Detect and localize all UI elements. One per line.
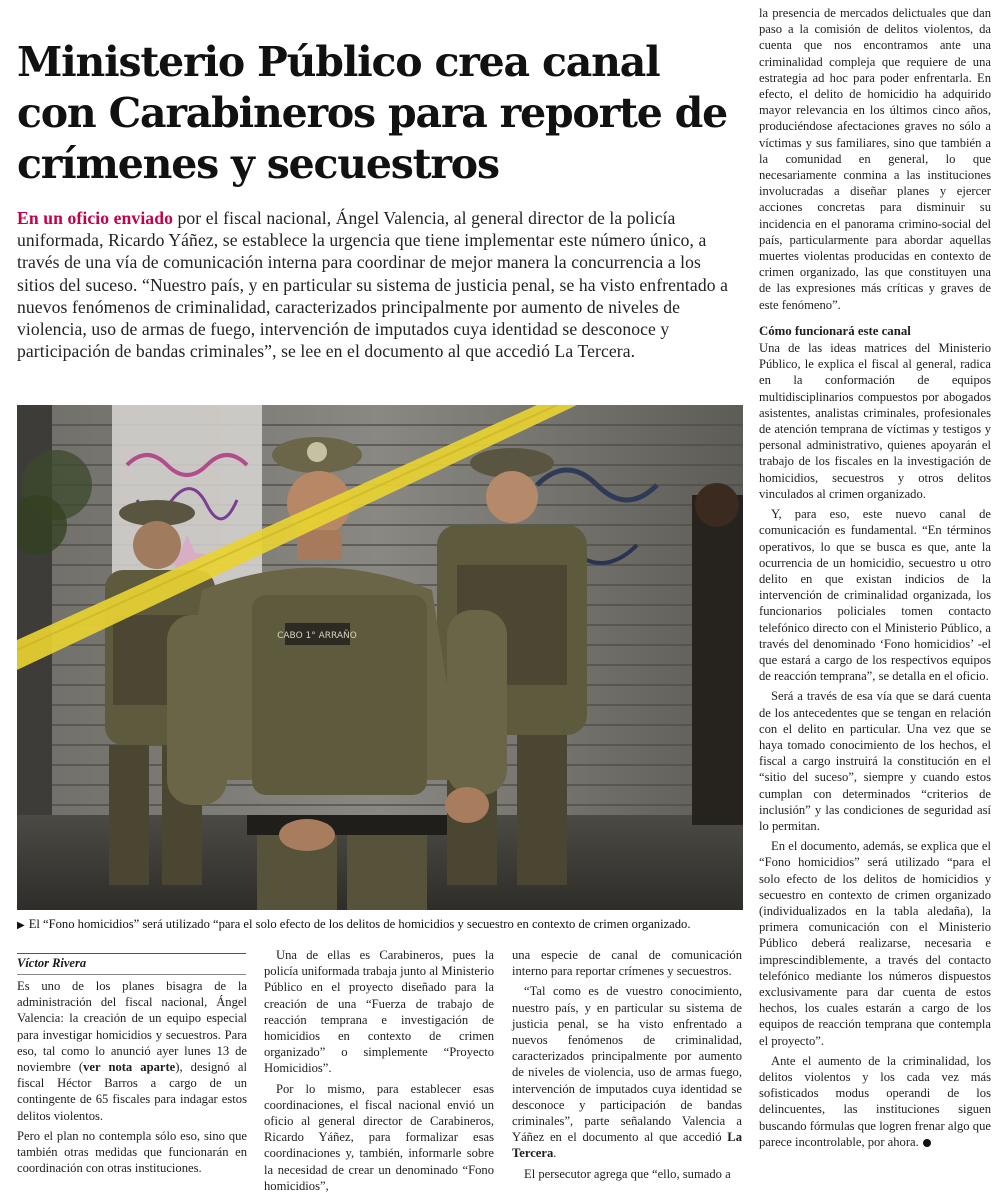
byline-rule [17,953,246,954]
article-photo [17,405,743,910]
paragraph: Por lo mismo, para establecer esas coordinaciones, el fiscal nacional envió un oficio al general director de Carabineros, Ricardo Yáñez, para formalizar esas coordinaciones y, también, informarle sobre la necesidad de crear un denominado “Fono homicidios”, [264,1081,494,1193]
paragraph: En el documento, además, se explica que el “Fono homicidios” será utilizado “para el solo efecto de los delitos de homicidios y secuestro en contexto de crimen organizado (individualizados en la tabla aledaña), la primera comunicación con el Ministerio Público deberá realizarse, necesaria e imprescindiblemente, a través del contacto telefónico mediante los números dispuestos exclusivamente para dar cuenta de estos hechos, los cuales estarán a cargo de los equipos de reacción temprana que contempla el proyecto”. [759,839,991,1048]
lede-body: por el fiscal nacional, Ángel Valencia, al general director de la policía uniformada, Ricardo Yáñez, se establece la urgencia que tiene implementar este número único, a través de una vía de comunicación interna para coordinar de mejor manera la concurrencia a los sitios del suceso. “Nuestro país, y en particular su sistema de justicia penal, se ha visto enfrentado a nuevos fenómenos de criminalidad, caracterizados principalmente por aumento de niveles de violencia, uso de armas de fuego, intervención de imputados cuya identidad se desconoce y participación de bandas criminales”, se lee en el documento al que accedió La Tercera. [17,208,729,362]
paragraph: Una de las ideas matrices del Ministerio Público, le explica el fiscal al general, radica en la conformación de equipos multidisciplinarios compuestos por abogados asistentes, analistas criminales, profesionales de atención temprana de víctimas y testigos y personal administrativo, quienes apoyarán el trabajo de los fiscales en la investigación de homicidios, secuestros y otros delitos vinculados al crimen organizado. [759,341,991,501]
paragraph: “Tal como es de vuestro conocimiento, nuestro país, y en particular su sistema de justicia penal, se ha visto enfrentado a nuevos fenómenos de criminalidad, caracterizados principalmente por aumento de niveles de violencia, uso de armas fuego, intervención de imputados cuya identidad se desconoce y participación de bandas criminales”, parte señalando Valencia a Yáñez en el documento al que accedió La Tercera. [512,984,742,1161]
paragraph: Es uno de los planes bisagra de la administración del fiscal nacional, Ángel Valencia: la creación de un equipo especial para investigar homicidios y secuestros. Para eso, tal como lo anunció ayer lunes 13 de noviembre (ver nota aparte), designó al fiscal Héctor Barros a cargo de un contingente de 65 fiscales para indagar estos delitos violentos. [17,979,248,1123]
photo-caption [17,916,747,934]
paragraph: una especie de canal de comunicación interno para reportar crímenes y secuestros. [512,948,742,979]
headline: Ministerio Público crea canal con Carabineros para reporte de crímenes y secuestros [17,38,728,189]
paragraph: Pero el plan no contempla sólo eso, sino que también otras medidas que funcionarán en coordinación con otras instituciones. [17,1128,247,1176]
publication-name: La Tercera [512,1130,742,1161]
caption-text: El “Fono homicidios” será utilizado “para el solo efecto de los delitos de homicidios y secuestro en contexto de crimen organizado. [28,917,691,931]
lede-paragraph [17,207,742,362]
section-subhead: Cómo funcionará este canal [759,323,911,338]
byline: Víctor Rivera [17,956,246,975]
body-column-2 [264,947,494,1198]
name-badge: CABO 1° ARRAÑO [277,631,357,641]
caption-arrow-icon: ▶ [17,920,25,931]
paragraph: la presencia de mercados delictuales que dan paso a la comisión de delitos violentos, da cuenta que nos encontramos ante una criminalidad compleja que requiere de una estrategia ad hoc para poder enfrentarla. En efecto, el delito de homicidio ha adquirido mayor relevancia en los últimos cinco años, produciéndose afectaciones graves no sólo a víctimas y sus familiares, sino que también a la comunidad en general, lo que necesariamente conmina a las instituciones involucradas a diseñar planes y ejercer acciones concretas para disminuir su incidencia en el panorama crimino-social del país, particularmente para abordar aquellas muertes violentas producidas en contexto de crimen organizado, las que constituyen una de las expresiones más críticas y graves de este fenómeno”. [759,6,991,312]
paragraph: El persecutor agrega que “ello, sumado a [524,1166,731,1181]
body-column-1 [17,978,247,1180]
paragraph: Ante el aumento de la criminalidad, los delitos violentos y los cada vez más sofisticados modus operandi de los delincuentes, las instituciones siguen buscando fórmulas que logren frenar algo que parece incontrolable, por ahora. [759,1053,991,1149]
end-mark-icon [923,1139,931,1147]
body-column-4 [759,5,991,1154]
paragraph: Será a través de esa vía que se dará cuenta de los antecedentes que se tengan en relación con el delito en particular. Una vez que se haya tomado conocimiento de los hechos, el fiscal a cargo instruirá la constitución en el “sitio del suceso”, siempre y cuando estos cumplan con determinados “criterios de inclusión” y las condiciones de seguridad así lo permitan. [759,689,991,833]
paragraph: Y, para eso, este nuevo canal de comunicación es fundamental. “En términos operativos, lo que se busca es que, ante la ocurrencia de un homicidio, secuestro u otro delito en que existan indicios de la intervención de criminalidad organizada, los funcionarios policiales tomen contacto telefónico directo con el Ministerio Público, a través del denominado ‘Fono homicidios’ -el que estará a cargo de los respectivos equipos de reacción temprana”, se detalla en el oficio. [759,507,991,684]
see-note-link: ver nota aparte [83,1060,176,1075]
lede-kicker: En un oficio enviado [17,208,173,228]
paragraph: Una de ellas es Carabineros, pues la policía uniformada trabaja junto al Ministerio Público en el proyecto diseñado para la creación de una “Fuerza de trabajo de reacción temprana e investigación de homicidios en contexto de crimen organizado” o simplemente “Proyecto Homicidios”. [264,948,494,1076]
body-column-3 [512,947,742,1186]
police-scene-illustration [17,405,743,910]
